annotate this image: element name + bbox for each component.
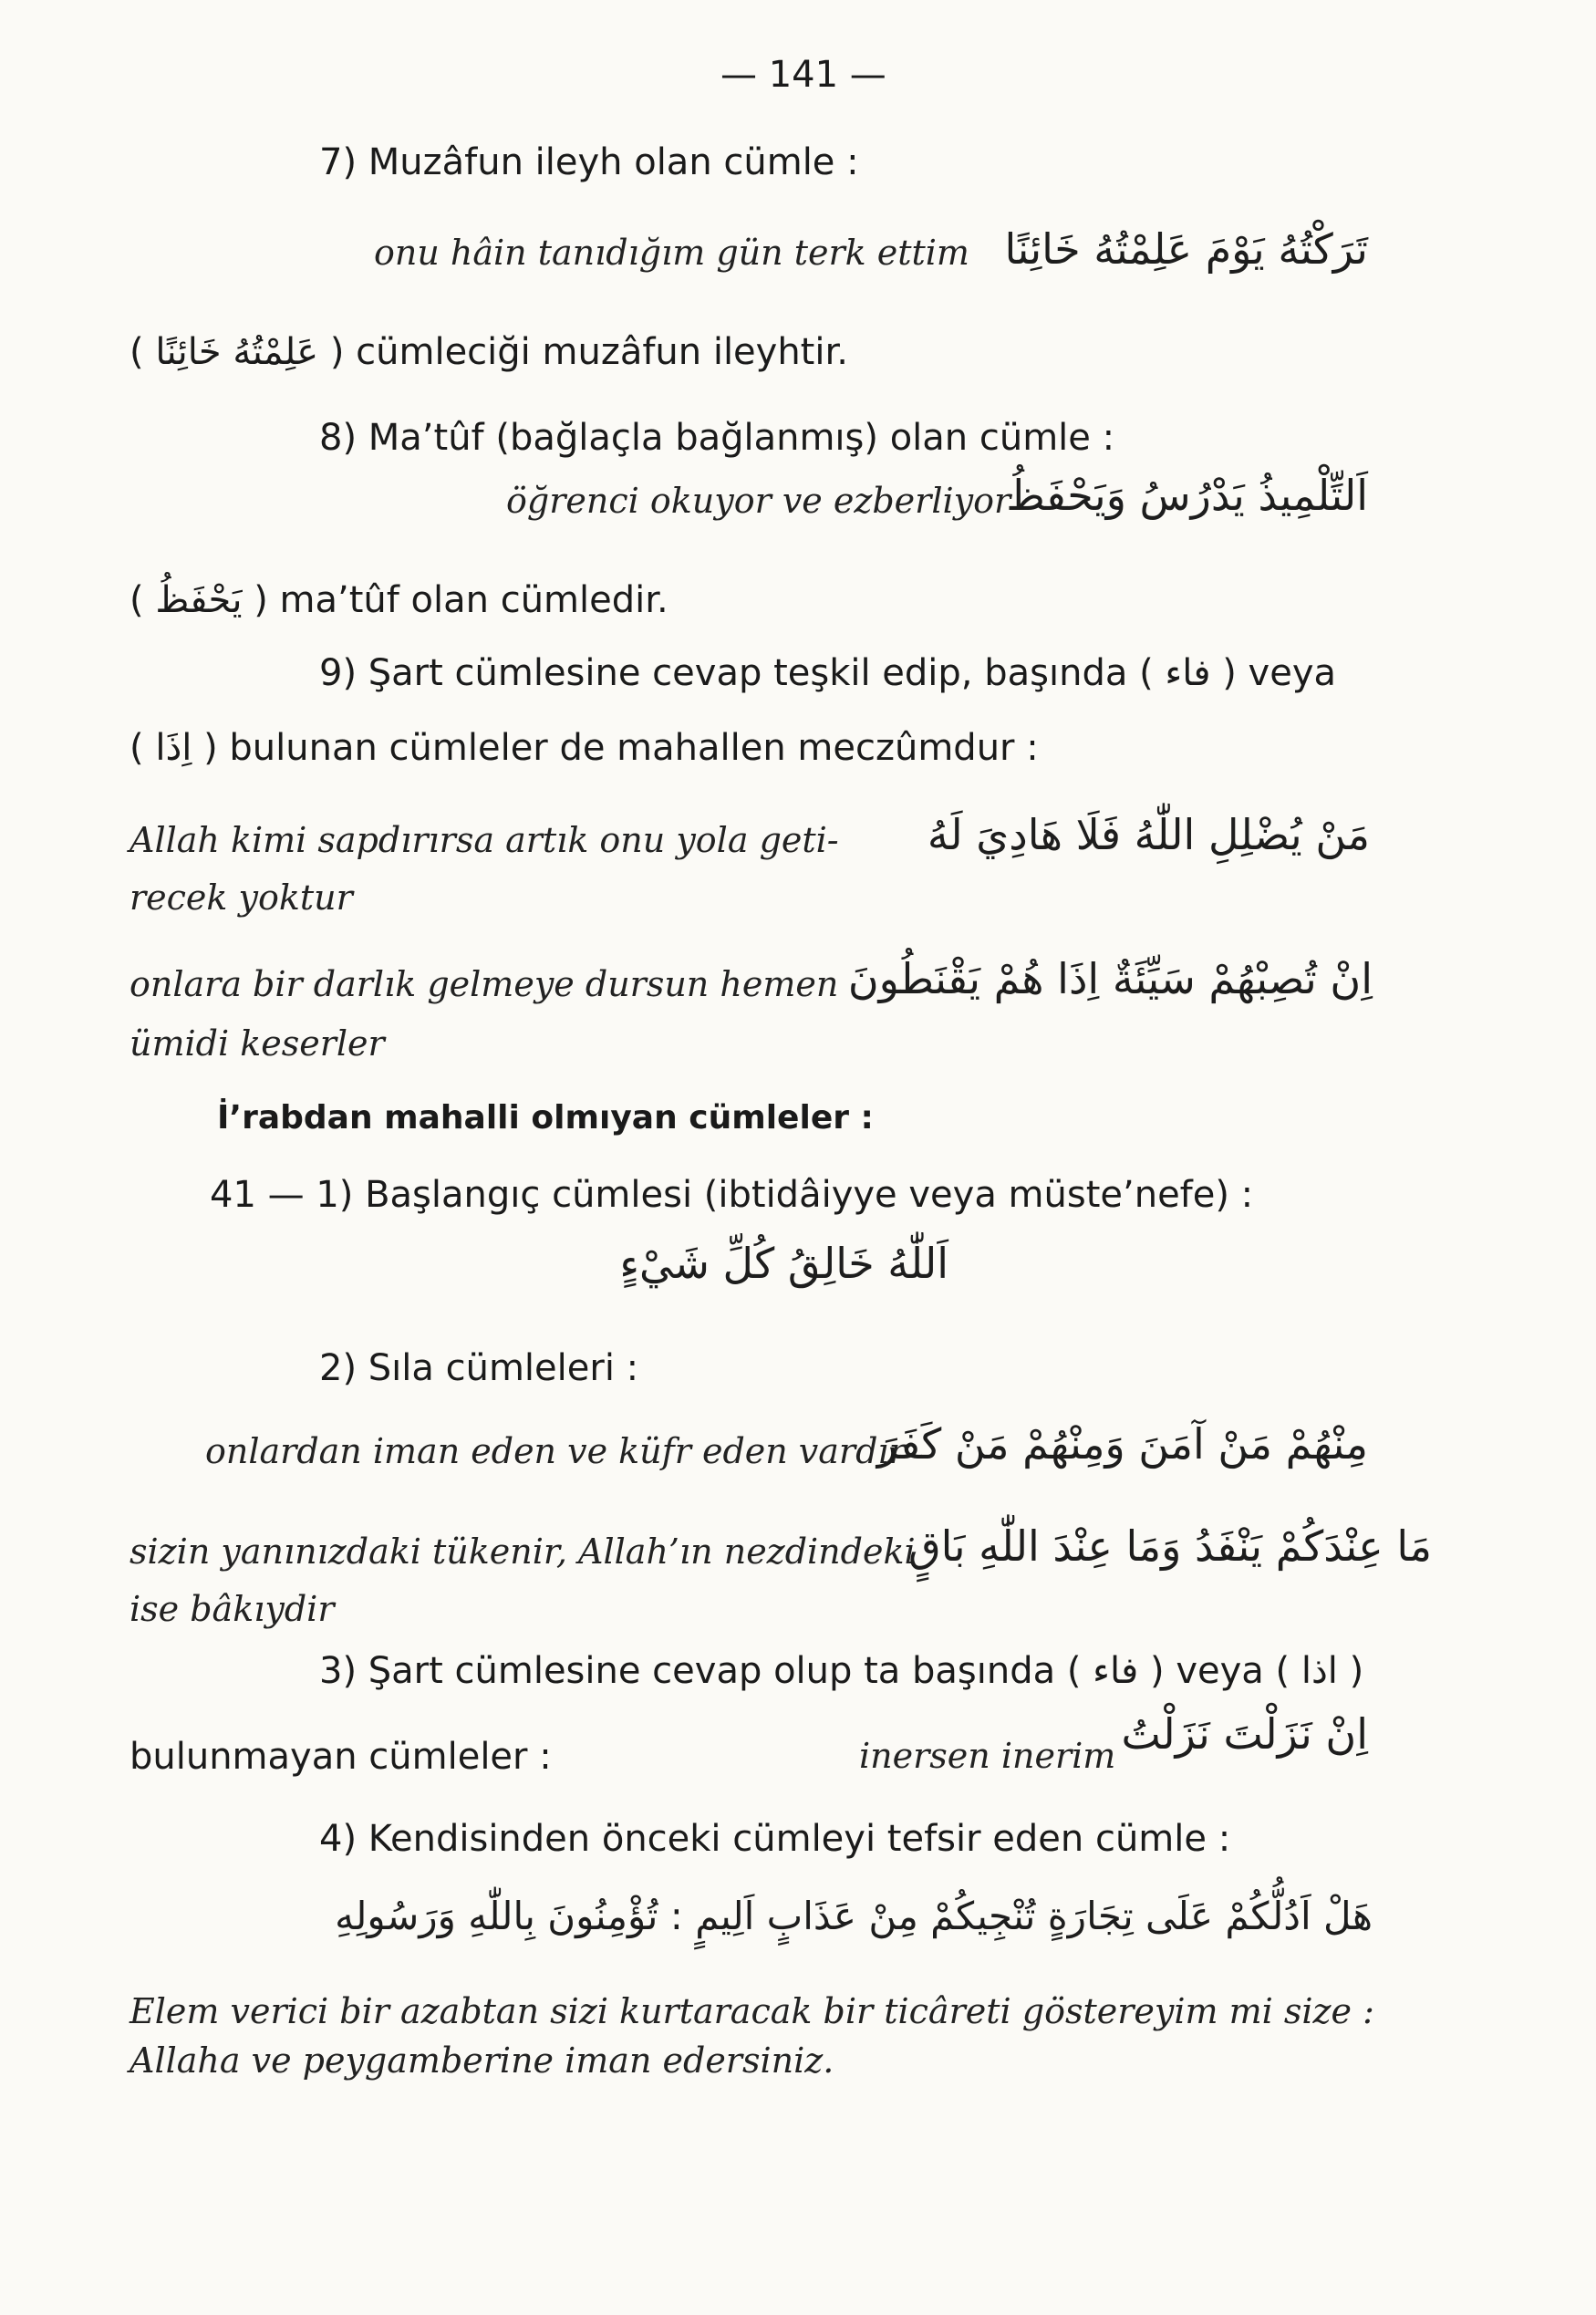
body-line: ( اِذَا ) bulunan cümleler de mahallen meczûmdur : (130, 727, 1039, 769)
arabic-example: اَللّٰهُ خَالِقُ كُلِّ شَيْءٍ (619, 1239, 948, 1288)
example-translation-cont: recek yoktur (130, 877, 353, 918)
example-translation-cont: ümidi keserler (130, 1023, 385, 1064)
heading-muzafun-ileyh: 7) Muzâfun ileyh olan cümle : (319, 141, 859, 183)
example-translation: onu hâin tanıdığım gün terk ettim (374, 233, 969, 273)
example-translation: Allah kimi sapdırırsa artık onu yola geti- (130, 820, 839, 860)
example-translation: sizin yanınızdaki tükenir, Allah’ın nezdindeki (130, 1531, 916, 1572)
arabic-example: مَا عِنْدَكُمْ يَنْفَدُ وَمَا عِنْدَ اللّٰهِ بَاقٍ (907, 1521, 1432, 1571)
arabic-example: هَلْ اَدُلُّكُمْ عَلَى تِجَارَةٍ تُنْجِيكُمْ مِنْ عَذَابٍ اَلِيمٍ : تُؤْمِنُونَ بِاللّٰهِ وَرَسُولِهِ (335, 1894, 1373, 1938)
body-line: bulunmayan cümleler : (130, 1736, 552, 1778)
arabic-example: اِنْ تُصِبْهُمْ سَيِّئَةٌ اِذَا هُمْ يَقْنَطُونَ (847, 954, 1373, 1003)
arabic-example: مِنْهُمْ مَنْ آمَنَ وَمِنْهُمْ مَنْ كَفَرَ (876, 1419, 1368, 1469)
heading-tefsir: 4) Kendisinden önceki cümleyi tefsir eden cümle : (319, 1818, 1231, 1860)
example-translation: Elem verici bir azabtan sizi kurtaracak bir ticâreti göstereyim mi size : (130, 1991, 1374, 2031)
example-translation: onlardan iman eden ve küfr eden vardır (205, 1431, 906, 1471)
arabic-example: اَلتِّلْمِيذُ يَدْرُسُ وَيَحْفَظُ (1006, 471, 1368, 520)
example-translation: onlara bir darlık gelmeye dursun hemen (130, 964, 839, 1004)
example-translation: inersen inerim (859, 1736, 1116, 1776)
heading-sila: 2) Sıla cümleleri : (319, 1347, 639, 1389)
arabic-example: مَنْ يُضْلِلِ اللّٰهُ فَلَا هَادِيَ لَهُ (927, 810, 1370, 859)
section-heading: İ’rabdan mahalli olmıyan cümleler : (217, 1099, 874, 1137)
example-translation-cont: ise bâkıydir (130, 1589, 335, 1629)
explanation-line: ( عَلِمْتُهُ خَائِنًا ) cümleciği muzâfun ileyhtir. (130, 331, 848, 373)
explanation-line: ( يَحْفَظُ ) ma’tûf olan cümledir. (130, 579, 668, 621)
heading-sart-cevap: 9) Şart cümlesine cevap teşkil edip, başında ( فاء ) veya (319, 652, 1337, 694)
arabic-example: تَرَكْتُهُ يَوْمَ عَلِمْتُهُ خَائِنًا (1004, 224, 1368, 274)
example-translation: öğrenci okuyor ve ezberliyor (506, 481, 1011, 521)
heading-sart-cevap-olup: 3) Şart cümlesine cevap olup ta başında ( فاء ) veya ( اذا ) (319, 1650, 1364, 1692)
arabic-example: اِنْ نَزَلْتَ نَزَلْتُ (1121, 1709, 1368, 1759)
page-number: — 141 — (720, 54, 886, 96)
heading-matuf: 8) Ma’tûf (bağlaçla bağlanmış) olan cümle : (319, 417, 1115, 459)
example-translation-cont: Allaha ve peygamberine iman edersiniz. (130, 2040, 834, 2081)
heading-baslangic: 41 — 1) Başlangıç cümlesi (ibtidâiyye veya müste’nefe) : (210, 1174, 1254, 1216)
